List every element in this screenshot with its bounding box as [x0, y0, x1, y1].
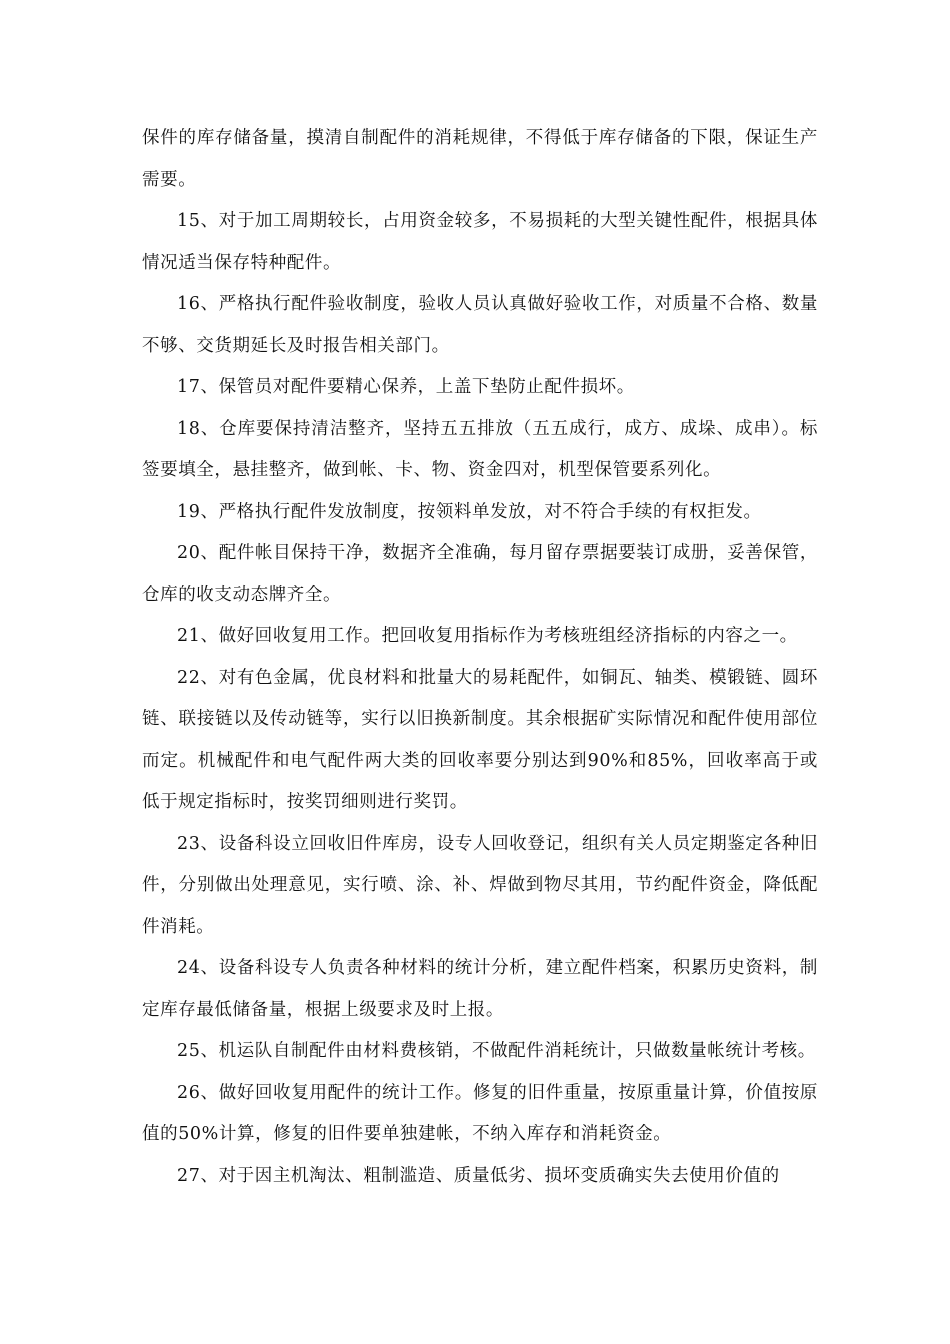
paragraph-item-20: 20、配件帐目保持干净，数据齐全准确，每月留存票据要装订成册，妥善保管，仓库的收支动态牌齐全。 [142, 543, 818, 605]
paragraph-item-18: 18、仓库要保持清洁整齐，坚持五五排放（五五成行，成方、成垛、成串）。标签要填全，悬挂整齐，做到帐、卡、物、资金四对，机型保管要系列化。 [142, 418, 818, 480]
paragraph-item-23: 23、设备科设立回收旧件库房，设专人回收登记，组织有关人员定期鉴定各种旧件，分别做出处理意见，实行喷、涂、补、焊做到物尽其用，节约配件资金，降低配件消耗。 [142, 833, 818, 937]
paragraph-item-25: 25、机运队自制配件由材料费核销，不做配件消耗统计，只做数量帐统计考核。 [177, 1041, 816, 1061]
paragraph-item-17: 17、保管员对配件要精心保养，上盖下垫防止配件损坏。 [177, 377, 635, 397]
paragraph-item-21: 21、做好回收复用工作。把回收复用指标作为考核班组经济指标的内容之一。 [177, 626, 798, 646]
paragraph-item-27: 27、对于因主机淘汰、粗制滥造、质量低劣、损坏变质确实失去使用价值的 [177, 1165, 780, 1186]
paragraph-item-24: 24、设备科设专人负责各种材料的统计分析，建立配件档案，积累历史资料，制定库存最低储备量，根据上级要求及时上报。 [142, 958, 818, 1020]
paragraph-item-22: 22、对有色金属，优良材料和批量大的易耗配件，如铜瓦、轴类、模锻链、圆环链、联接链以及传动链等，实行以旧换新制度。其余根据矿实际情况和配件使用部位而定。机械配件和电气配件两大类的回收率要分别达到90%和85%，回收率高于或低于规定指标时，按奖罚细则进行奖罚。 [142, 667, 818, 812]
paragraph-item-19: 19、严格执行配件发放制度，按领料单发放，对不符合手续的有权拒发。 [177, 501, 762, 522]
paragraph-continuation: 保件的库存储备量，摸清自制配件的消耗规律，不得低于库存储备的下限，保证生产需要。 [142, 128, 818, 190]
document-body [142, 118, 818, 1197]
paragraph-item-16: 16、严格执行配件验收制度，验收人员认真做好验收工作，对质量不合格、数量不够、交货期延长及时报告相关部门。 [142, 294, 818, 356]
paragraph-item-15: 15、对于加工周期较长，占用资金较多，不易损耗的大型关键性配件，根据具体情况适当保存特种配件。 [142, 211, 818, 273]
paragraph-item-26: 26、做好回收复用配件的统计工作。修复的旧件重量，按原重量计算，价值按原值的50%计算，修复的旧件要单独建帐，不纳入库存和消耗资金。 [142, 1082, 818, 1144]
